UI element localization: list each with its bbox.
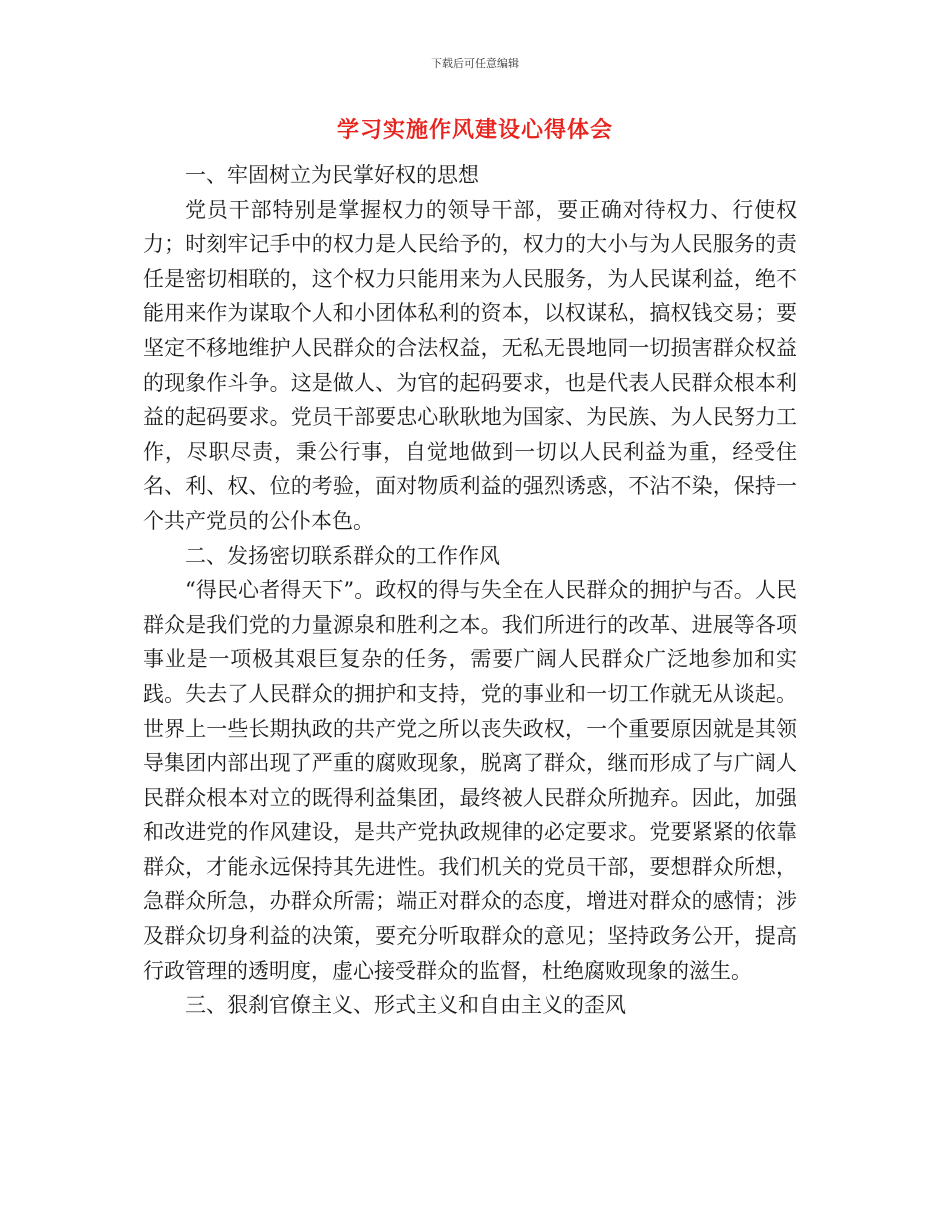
section-1-paragraph: 党员干部特别是掌握权力的领导干部，要正确对待权力、行使权力；时刻牢记手中的权力是人民给予的，权力的大小与为人民服务的责任是密切相联的，这个权力只能用来为人民服务，为人民谋利益，绝不能用来作为谋取个人和小团体私利的资本，以权谋私，搞权钱交易；要坚定不移地维护人民群众的合法权益，无私无畏地同一切损害群众权益的现象作斗争。这是做人、为官的起码要求，也是代表人民群众根本利益的起码要求。党员干部要忠心耿耿地为国家、为民族、为人民努力工作，尽职尽责，秉公行事，自觉地做到一切以人民利益为重，经受住名、利、权、位的考验，面对物质利益的强烈诱惑，不沾不染，保持一个共产党员的公仆本色。 [143, 197, 797, 533]
document-body [143, 158, 797, 1023]
header-note: 下载后可任意编辑 [431, 57, 519, 70]
section-2-paragraph: “得民心者得天下”。政权的得与失全在人民群众的拥护与否。人民群众是我们党的力量源泉和胜利之本。我们所进行的改革、进展等各项事业是一项极其艰巨复杂的任务，需要广阔人民群众广泛地参加和实践。失去了人民群众的拥护和支持，党的事业和一切工作就无从谈起。世界上一些长期执政的共产党之所以丧失政权，一个重要原因就是其领导集团内部出现了严重的腐败现象，脱离了群众，继而形成了与广阔人民群众根本对立的既得利益集团，最终被人民群众所抛弃。因此，加强和改进党的作风建设，是共产党执政规律的必定要求。党要紧紧的依靠群众，才能永远保持其先进性。我们机关的党员干部，要想群众所想，急群众所急，办群众所需；端正对群众的态度，增进对群众的感情；涉及群众切身利益的决策，要充分听取群众的意见；坚持政务公开，提高行政管理的透明度，虚心接受群众的监督，杜绝腐败现象的滋生。 [143, 578, 797, 983]
section-3-heading: 三、狠刹官僚主义、形式主义和自由主义的歪风 [185, 993, 626, 1018]
section-1-heading: 一、牢固树立为民掌好权的思想 [185, 163, 479, 187]
section-2-heading: 二、发扬密切联系群众的工作作风 [185, 543, 500, 568]
document-title: 学习实施作风建设心得体会 [336, 118, 613, 143]
